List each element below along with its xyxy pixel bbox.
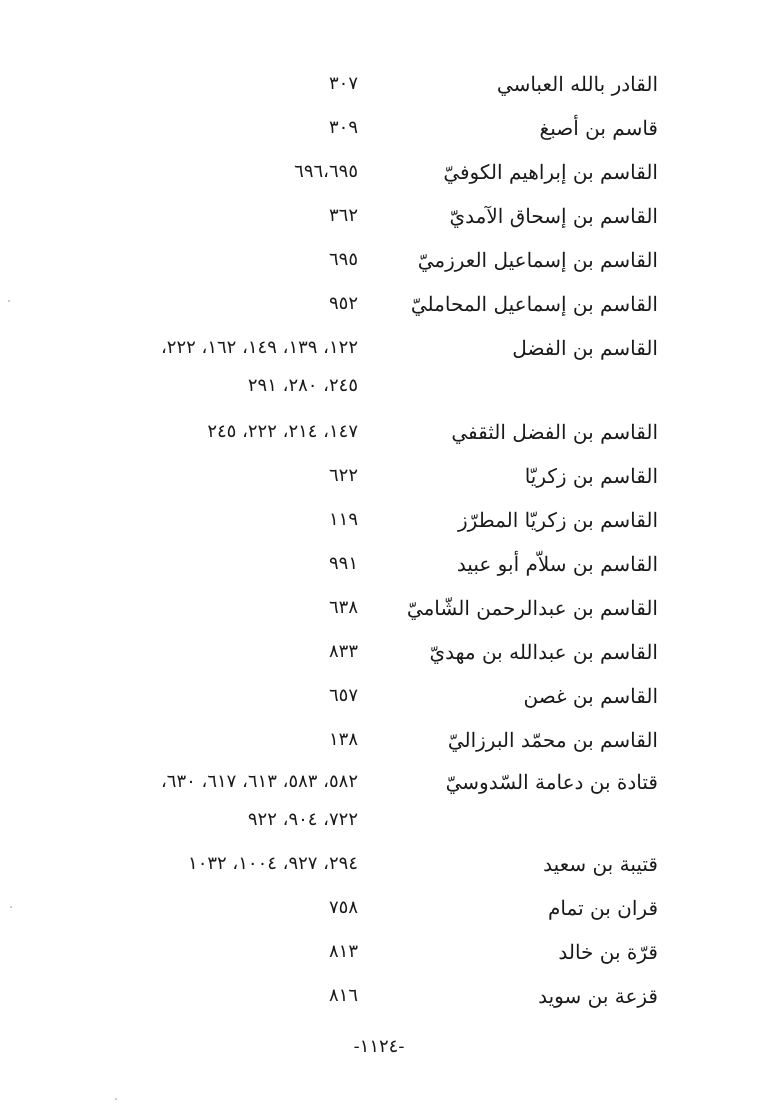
- entry-pages: ٦٢٢: [328, 465, 358, 486]
- entry-name: القاسم بن زكريّا المطرّز: [458, 508, 658, 532]
- entry-pages: ١٤٧، ٢١٤، ٢٢٢، ٢٤٥: [207, 421, 358, 442]
- entry-pages: ٣٠٩: [328, 117, 358, 138]
- entry-name: القاسم بن إبراهيم الكوفيّ: [443, 160, 658, 184]
- index-entry: [0, 846, 758, 882]
- index-entry: [0, 502, 758, 538]
- entry-pages: ٥٨٢، ٥٨٣، ٦١٣، ٦١٧، ٦٣٠،: [160, 771, 358, 792]
- entry-pages: ٦٥٧: [328, 685, 358, 706]
- entry-pages-continued: ٢٤٥، ٢٨٠، ٢٩١: [247, 375, 358, 396]
- index-entry: [0, 678, 758, 714]
- page-number: -١١٢٤-: [353, 1036, 405, 1057]
- entry-name: القاسم بن عبدالله بن مهديّ: [429, 640, 658, 664]
- entry-pages: ١٣٨: [328, 729, 358, 750]
- entry-name: قاسم بن أصبغ: [539, 116, 658, 140]
- entry-name: القاسم بن محمّد البرزاليّ: [447, 728, 658, 752]
- entry-pages: ٦٩٦،٦٩٥: [294, 161, 358, 182]
- entry-name: القاسم بن الفضل: [512, 336, 658, 360]
- index-entry: [0, 154, 758, 190]
- entry-name: القاسم بن إسماعيل العرزميّ: [417, 248, 658, 272]
- entry-name: القادر بالله العباسي: [496, 72, 658, 96]
- index-entry: [0, 330, 758, 396]
- index-entry: [0, 198, 758, 234]
- index-entry: [0, 934, 758, 970]
- entry-name: القاسم بن إسحاق الآمديّ: [449, 204, 658, 228]
- index-entry: [0, 978, 758, 1014]
- index-entry: [0, 546, 758, 582]
- entry-name: القاسم بن سلاّم أبو عبيد: [456, 552, 658, 576]
- entry-name: قتادة بن دعامة السّدوسيّ: [445, 770, 658, 794]
- entry-pages: ٨٣٣: [328, 641, 358, 662]
- entry-name: قرّة بن خالد: [558, 940, 658, 964]
- entry-name: قتيبة بن سعيد: [543, 852, 658, 876]
- entry-pages: ٩٥٢: [328, 293, 358, 314]
- index-entry: [0, 242, 758, 278]
- entry-pages: ٢٩٤، ٩٢٧، ١٠٠٤، ١٠٣٢: [188, 853, 358, 874]
- entry-name: القاسم بن إسماعيل المحامليّ: [410, 292, 658, 316]
- entry-name: القاسم بن الفضل الثقفي: [451, 420, 658, 444]
- index-entry: [0, 110, 758, 146]
- index-entry: [0, 722, 758, 758]
- index-entry: [0, 590, 758, 626]
- index-entry: [0, 66, 758, 102]
- index-entry: [0, 286, 758, 322]
- entry-pages: ٧٥٨: [328, 897, 358, 918]
- index-entry: [0, 890, 758, 926]
- scan-speck: [8, 300, 10, 302]
- entry-pages: ١١٩: [328, 509, 358, 530]
- entry-name: القاسم بن غصن: [523, 684, 658, 708]
- entry-pages: ٨١٦: [328, 985, 358, 1006]
- entry-pages: ٩٩١: [328, 553, 358, 574]
- entry-pages-continued: ٧٢٢، ٩٠٤، ٩٢٢: [247, 809, 358, 830]
- index-entry: [0, 764, 758, 830]
- entry-name: القاسم بن زكريّا: [524, 464, 658, 488]
- entry-pages: ٨١٣: [328, 941, 358, 962]
- entry-pages: ٦٩٥: [328, 249, 358, 270]
- entry-pages: ٣٠٧: [328, 73, 358, 94]
- scan-speck: [10, 906, 12, 908]
- scan-speck: [115, 1098, 117, 1100]
- entry-name: قران بن تمام: [548, 896, 658, 920]
- entry-pages: ٣٦٢: [328, 205, 358, 226]
- entry-pages: ٦٣٨: [328, 597, 358, 618]
- entry-name: قزعة بن سويد: [538, 984, 658, 1008]
- index-entry: [0, 634, 758, 670]
- index-entry: [0, 414, 758, 450]
- entry-name: القاسم بن عبدالرحمن الشّاميّ: [406, 596, 658, 620]
- index-entry: [0, 458, 758, 494]
- entry-pages: ١٢٢، ١٣٩، ١٤٩، ١٦٢، ٢٢٢،: [160, 337, 358, 358]
